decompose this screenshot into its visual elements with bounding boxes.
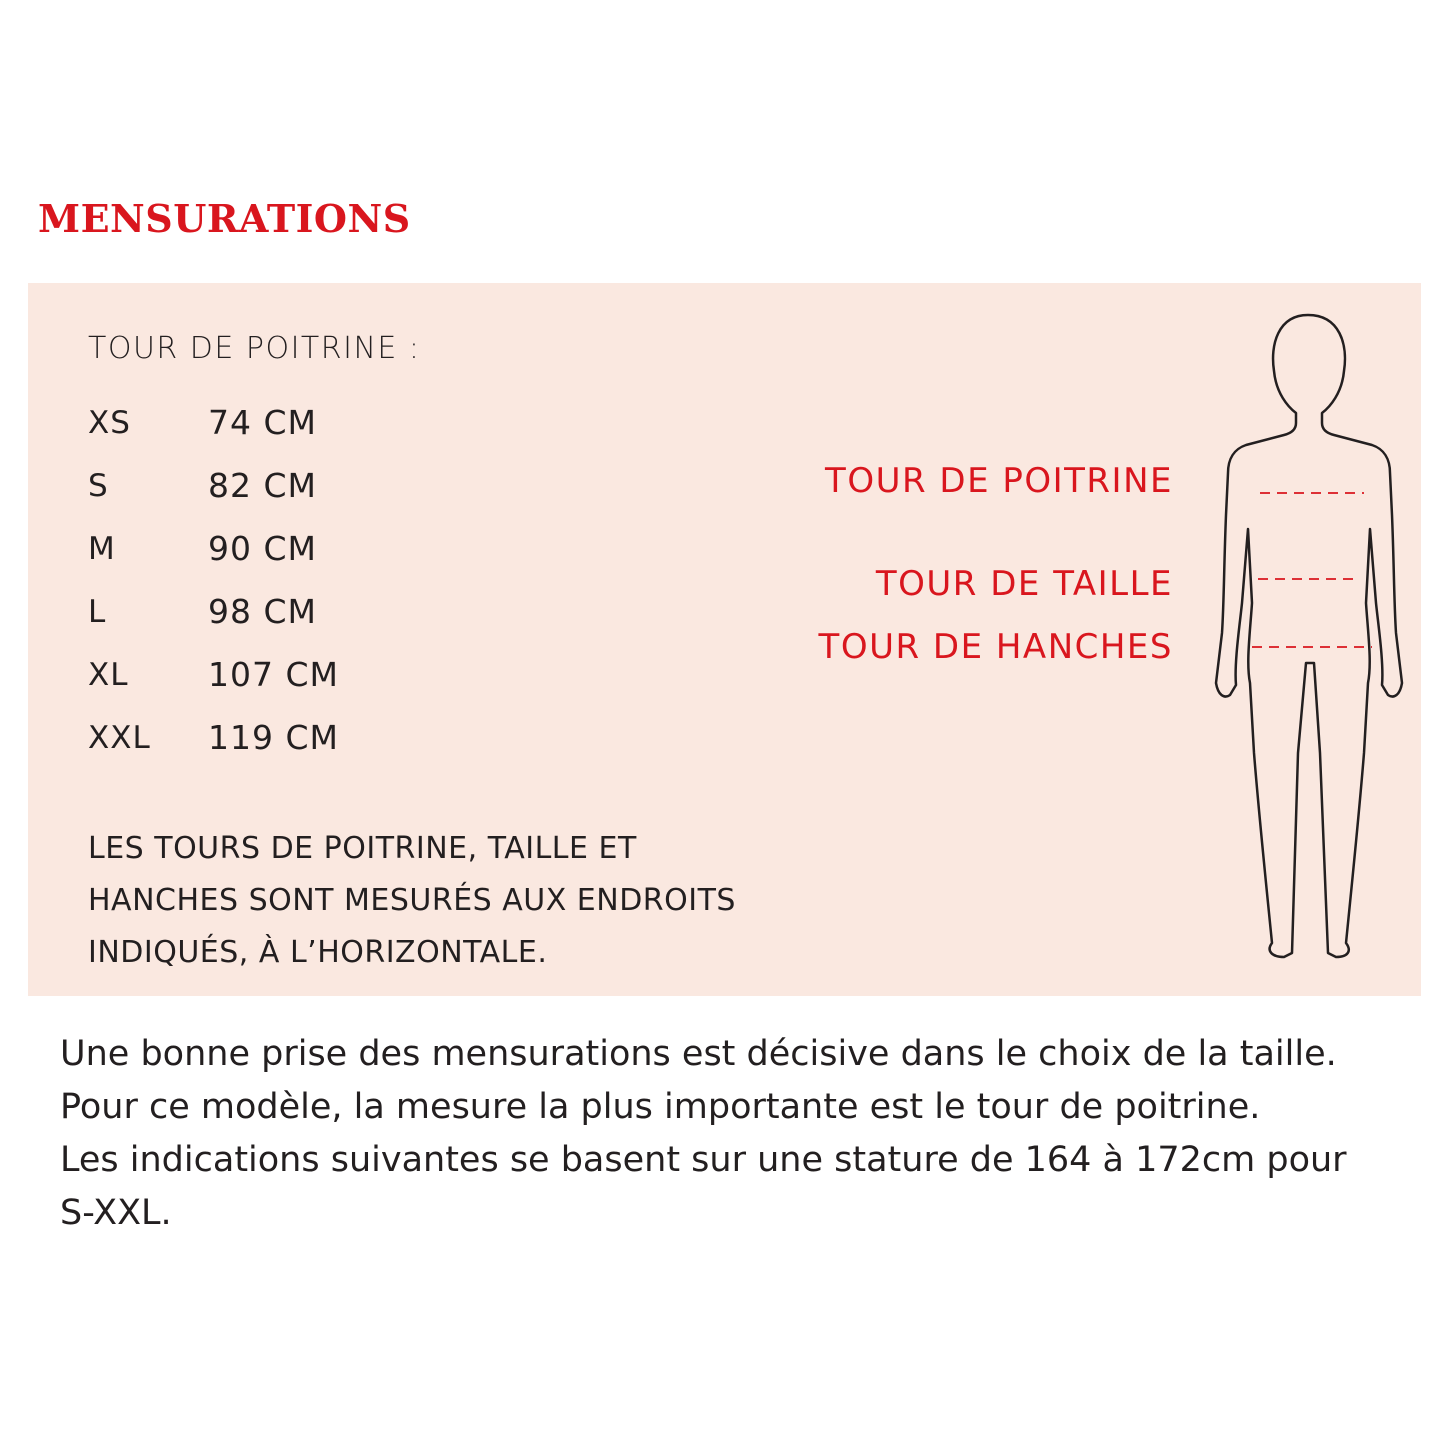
- size-row: [88, 706, 339, 769]
- size-row: [88, 580, 339, 643]
- description-line: Une bonne prise des mensurations est décisive dans le choix de la taille.: [60, 1034, 1337, 1074]
- size-code: S: [88, 467, 109, 504]
- hips-label: TOUR DE HANCHES: [818, 627, 1173, 667]
- size-table: [88, 391, 339, 769]
- description-line: Les indications suivantes se basent sur une stature de 164 à 172cm pour: [60, 1140, 1347, 1180]
- chest-measurement: 98 CM: [208, 592, 317, 631]
- chest-label: TOUR DE POITRINE: [825, 461, 1173, 501]
- size-row: [88, 517, 339, 580]
- note-line: HANCHES SONT MESURÉS AUX ENDROITS: [88, 883, 736, 918]
- size-guide-description: [60, 1028, 1430, 1240]
- chest-measurement: 82 CM: [208, 466, 317, 505]
- size-row: [88, 643, 339, 706]
- chest-measurement: 74 CM: [208, 403, 317, 442]
- chest-measurement: 119 CM: [208, 718, 339, 757]
- size-code: L: [88, 593, 107, 630]
- size-code: M: [88, 530, 116, 567]
- size-table-heading: TOUR DE POITRINE :: [88, 331, 421, 366]
- head-outline: [1216, 315, 1402, 957]
- chest-measurement: 90 CM: [208, 529, 317, 568]
- note-line: LES TOURS DE POITRINE, TAILLE ET: [88, 831, 637, 866]
- body-silhouette-icon: [1188, 303, 1428, 983]
- description-line: Pour ce modèle, la mesure la plus importante est le tour de poitrine.: [60, 1087, 1261, 1127]
- size-code: XXL: [88, 719, 151, 756]
- waist-label: TOUR DE TAILLE: [875, 564, 1173, 604]
- measurements-panel: [28, 283, 1421, 996]
- description-line: S-XXL.: [60, 1193, 172, 1233]
- measurement-note: [88, 823, 808, 979]
- size-code: XL: [88, 656, 129, 693]
- size-row: [88, 454, 339, 517]
- size-code: XS: [88, 404, 131, 441]
- chest-measurement: 107 CM: [208, 655, 339, 694]
- size-row: [88, 391, 339, 454]
- page-title: MENSURATIONS: [38, 196, 411, 241]
- note-line: INDIQUÉS, À L’HORIZONTALE.: [88, 935, 548, 970]
